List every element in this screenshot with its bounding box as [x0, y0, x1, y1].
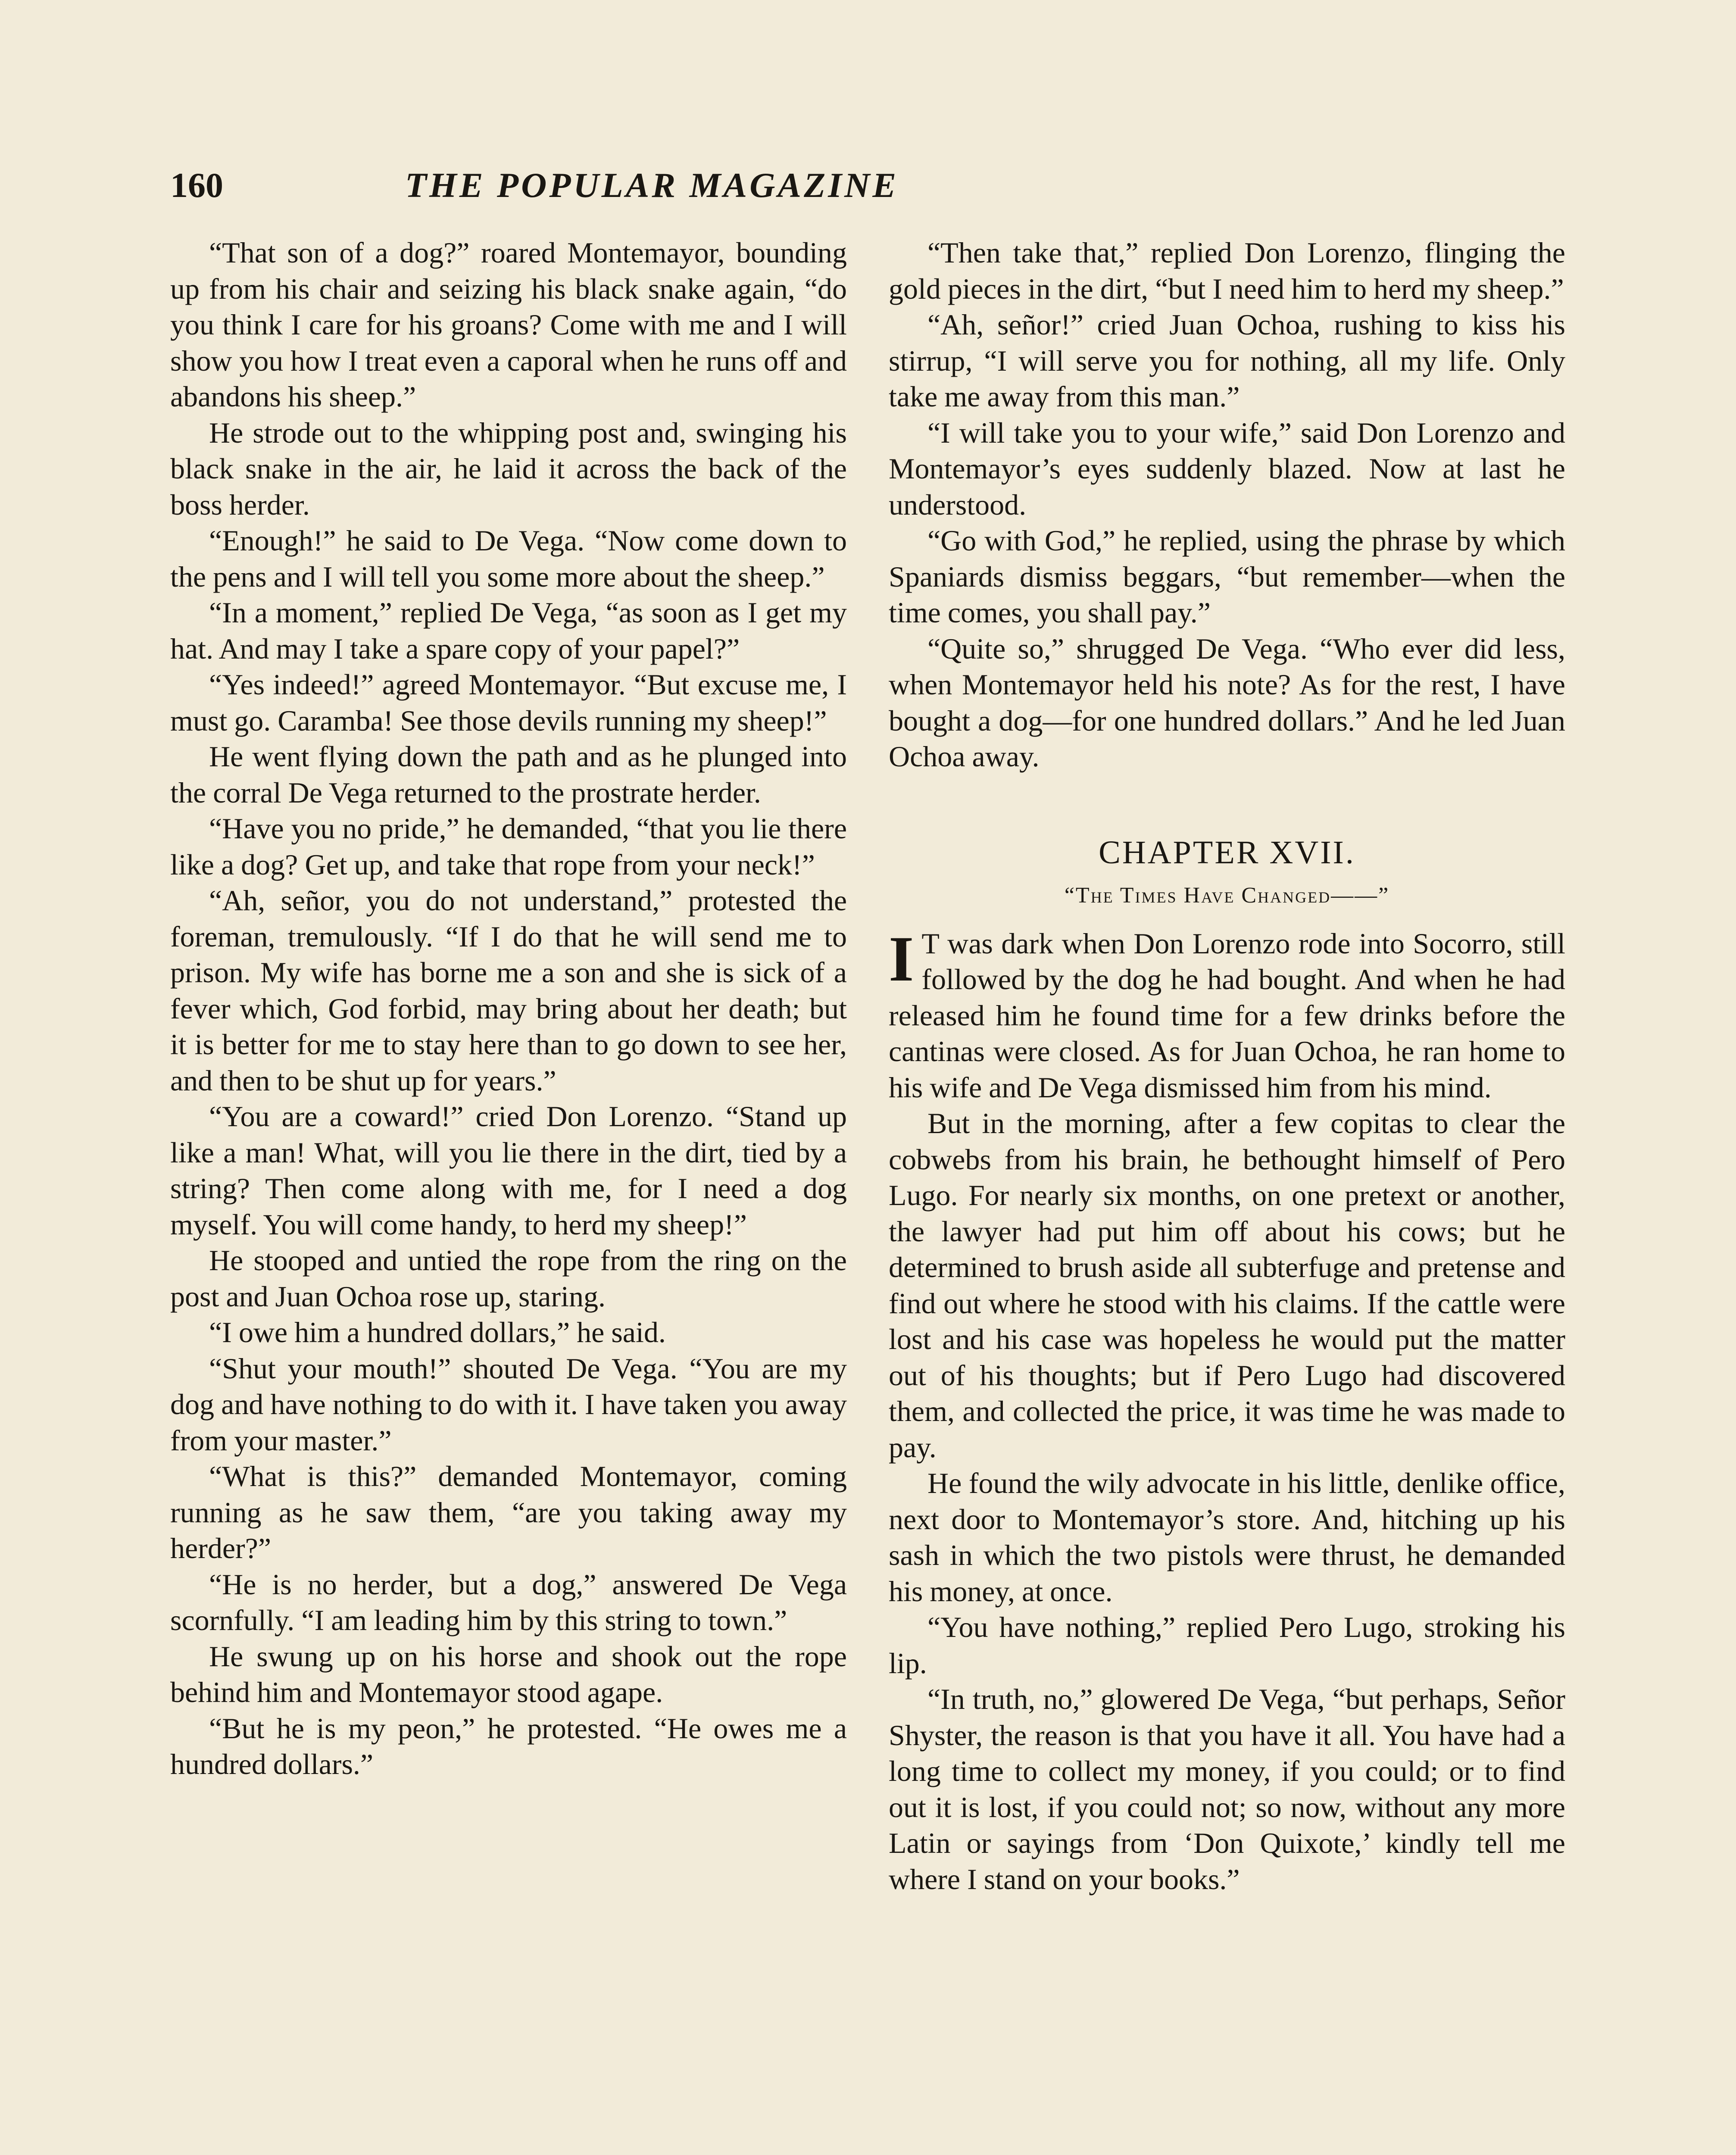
- paragraph: “Yes indeed!” agreed Montemayor. “But excuse me, I must go. Caramba! See those devils running my sheep!”: [170, 668, 847, 737]
- paragraph: “Ah, señor!” cried Juan Ochoa, rushing to kiss his stirrup, “I will serve you for nothing, all my life. Only take me away from this man.”: [889, 308, 1565, 413]
- paragraph: “I will take you to your wife,” said Don Lorenzo and Montemayor’s eyes suddenly blazed. Now at last he understood.: [889, 416, 1565, 521]
- paragraph: “Have you no pride,” he demanded, “that you lie there like a dog? Get up, and take that rope from your neck!”: [170, 812, 847, 881]
- opening-text: T was dark when Don Lorenzo rode into Socorro, still followed by the dog he had bought. And when he had released him he found time for a few drinks before the cantinas were closed. As for Juan Ochoa, he ran home to his wife and De Vega dismissed him from his mind.: [889, 927, 1565, 1104]
- paragraph: He found the wily advocate in his little, denlike office, next door to Montemayor’s store. And, hitching up his sash in which the two pistols were thrust, he demanded his money, at once.: [889, 1467, 1565, 1608]
- paragraph: “But he is my peon,” he protested. “He owes me a hundred dollars.”: [170, 1712, 847, 1780]
- chapter-title: CHAPTER XVII.: [1099, 834, 1355, 871]
- paragraph: “He is no herder, but a dog,” answered De Vega scornfully. “I am leading him by this string to town.”: [170, 1568, 847, 1637]
- paragraph: “Ah, señor, you do not understand,” protested the foreman, tremulously. “If I do that he will send me to prison. My wife has borne me a son and she is sick of a fever which, God forbid, may bring about her death; but it is better for me to stay here than to go down to see her, and then to be shut up for years.”: [170, 884, 847, 1097]
- chapter-subtitle: “The Times Have Changed——”: [1064, 883, 1390, 908]
- page-number: 160: [170, 166, 223, 205]
- paragraph: “Shut your mouth!” shouted De Vega. “You are my dog and have nothing to do with it. I have taken you away from your master.”: [170, 1352, 847, 1457]
- paragraph: “Then take that,” replied Don Lorenzo, flinging the gold pieces in the dirt, “but I need him to herd my sheep.”: [889, 236, 1565, 305]
- paragraph: “In truth, no,” glowered De Vega, “but perhaps, Señor Shyster, the reason is that you have it all. You have had a long time to collect my money, if you could; or to find out it is lost, if you could not; so now, without any more Latin or sayings from ‘Don Quixote,’ kindly tell me where I stand on your books.”: [889, 1683, 1565, 1896]
- paragraph: “Quite so,” shrugged De Vega. “Who ever did less, when Montemayor held his note? As for the rest, I have bought a dog—for one hundred dollars.” And he led Juan Ochoa away.: [889, 632, 1565, 773]
- chapter-opening-paragraph: [889, 923, 1565, 1106]
- paragraph: He went flying down the path and as he plunged into the corral De Vega returned to the prostrate herder.: [170, 740, 847, 809]
- right-column: [889, 235, 1565, 1897]
- paragraph: “You are a coward!” cried Don Lorenzo. “Stand up like a man! What, will you lie there in the dirt, tied by a string? Then come along with me, for I need a dog myself. You will come handy, to herd my sheep!”: [170, 1100, 847, 1241]
- paragraph: “In a moment,” replied De Vega, “as soon as I get my hat. And may I take a spare copy of your papel?”: [170, 596, 847, 665]
- paragraph: He strode out to the whipping post and, swinging his black snake in the air, he laid it across the back of the boss herder.: [170, 416, 847, 521]
- paragraph: “Go with God,” he replied, using the phrase by which Spaniards dismiss beggars, “but remember—when the time comes, you shall pay.”: [889, 524, 1565, 629]
- paragraph: “What is this?” demanded Montemayor, coming running as he saw them, “are you taking away my herder?”: [170, 1460, 847, 1565]
- paragraph: “That son of a dog?” roared Montemayor, bounding up from his chair and seizing his black snake again, “do you think I care for his groans? Come with me and I will show you how I treat even a caporal when he runs off and abandons his sheep.”: [170, 236, 847, 413]
- paragraph: But in the morning, after a few copitas to clear the cobwebs from his brain, he bethought himself of Pero Lugo. For nearly six months, on one pretext or another, the lawyer had put him off about his cows; but he determined to brush aside all subterfuge and pretense and find out where he stood with his claims. If the cattle were lost and his case was hopeless he would put the matter out of his thoughts; but if Pero Lugo had discovered them, and collected the price, it was time he was made to pay.: [889, 1107, 1565, 1464]
- paragraph: “Enough!” he said to De Vega. “Now come down to the pens and I will tell you some more about the sheep.”: [170, 524, 847, 593]
- magazine-title: THE POPULAR MAGAZINE: [405, 166, 899, 205]
- paragraph: He stooped and untied the rope from the ring on the post and Juan Ochoa rose up, staring.: [170, 1244, 847, 1313]
- left-column: [170, 235, 847, 1783]
- page-header: [170, 159, 1133, 211]
- drop-cap: I: [889, 923, 914, 995]
- paragraph: “I owe him a hundred dollars,” he said.: [209, 1316, 666, 1349]
- paragraph: He swung up on his horse and shook out the rope behind him and Montemayor stood agape.: [170, 1640, 847, 1708]
- paragraph: “You have nothing,” replied Pero Lugo, stroking his lip.: [889, 1611, 1565, 1680]
